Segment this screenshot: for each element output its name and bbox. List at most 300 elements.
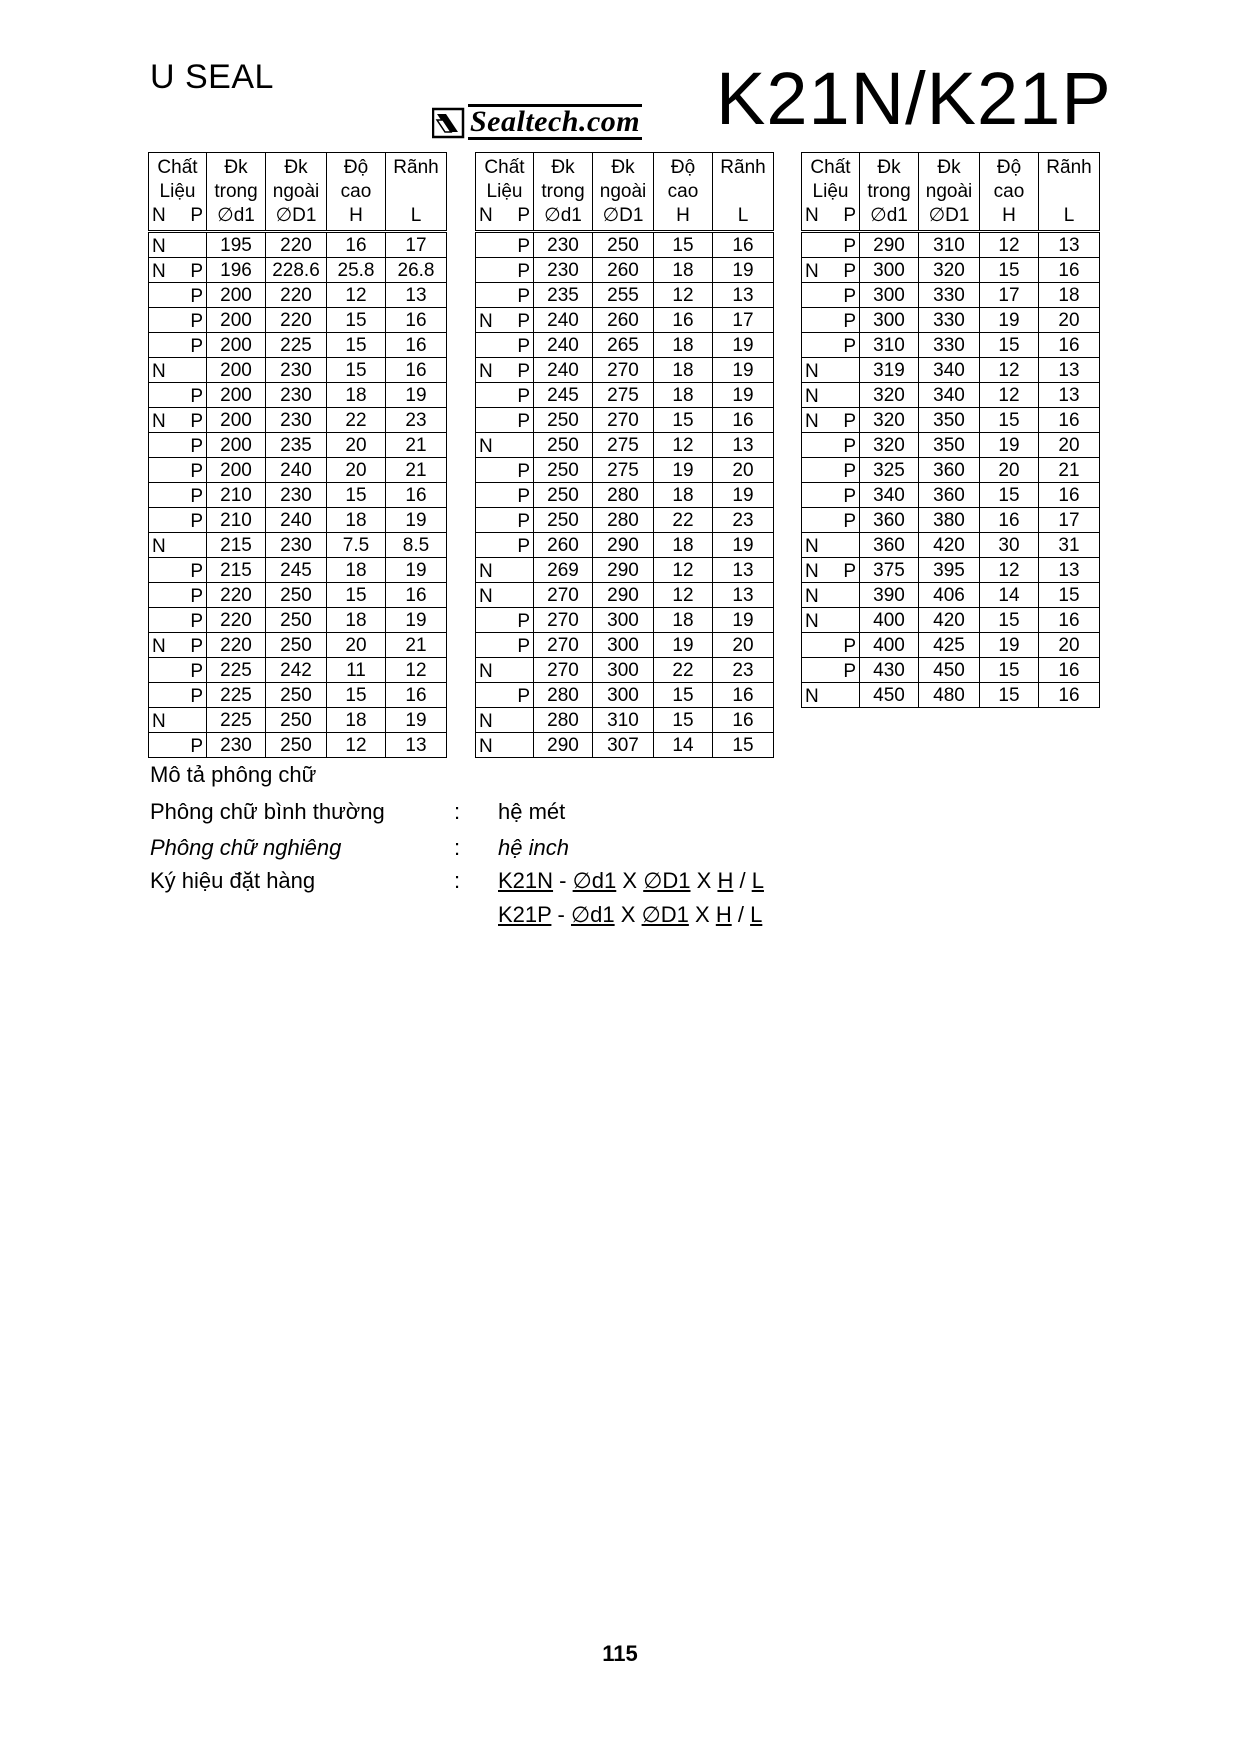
material-cell	[149, 533, 207, 558]
height-cell: 18	[327, 508, 386, 533]
header-n: N	[152, 205, 166, 226]
header-line: Độ	[670, 157, 696, 178]
groove-cell: 16	[1039, 483, 1100, 508]
header-line: H	[1002, 205, 1016, 226]
material-cell	[802, 258, 860, 283]
material-cell	[476, 608, 534, 633]
table-row	[802, 333, 1100, 358]
header-line: ∅D1	[602, 205, 644, 226]
material-n: N	[479, 711, 493, 732]
material-cell	[149, 583, 207, 608]
outer-diameter-cell: 275	[593, 383, 654, 408]
height-cell: 12	[327, 283, 386, 308]
header-line: Chất	[157, 157, 198, 178]
outer-diameter-symbol: ∅D1	[643, 868, 691, 893]
height-cell: 18	[654, 533, 713, 558]
material-p: P	[190, 686, 203, 707]
height-cell: 12	[654, 583, 713, 608]
table-row	[149, 258, 447, 283]
material-p: P	[843, 236, 856, 257]
height-cell: 17	[980, 283, 1039, 308]
table-header-row	[149, 153, 447, 232]
col-header-outer-diameter	[266, 153, 327, 232]
material-cell	[802, 633, 860, 658]
header-line: Đk	[284, 157, 308, 178]
table-row	[149, 608, 447, 633]
material-p: P	[843, 561, 856, 582]
inner-diameter-cell: 230	[207, 733, 266, 758]
material-cell	[802, 433, 860, 458]
times-symbol: X	[696, 868, 712, 893]
material-cell	[476, 433, 534, 458]
table-row	[149, 683, 447, 708]
size-table-1	[148, 152, 447, 758]
material-cell	[802, 333, 860, 358]
groove-cell: 21	[386, 458, 447, 483]
material-n: N	[152, 261, 166, 282]
table-row	[149, 658, 447, 683]
inner-diameter-cell: 360	[860, 533, 919, 558]
material-p: P	[190, 736, 203, 757]
groove-cell: 19	[386, 608, 447, 633]
groove-cell: 19	[386, 708, 447, 733]
col-header-outer-diameter	[919, 153, 980, 232]
inner-diameter-cell: 400	[860, 608, 919, 633]
material-cell	[476, 533, 534, 558]
material-p: P	[517, 486, 530, 507]
height-cell: 20	[327, 458, 386, 483]
material-p: P	[517, 311, 530, 332]
groove-cell: 16	[386, 308, 447, 333]
height-cell: 18	[654, 258, 713, 283]
height-cell: 12	[980, 558, 1039, 583]
groove-cell: 17	[1039, 508, 1100, 533]
inner-diameter-cell: 290	[534, 733, 593, 758]
height-cell: 20	[327, 433, 386, 458]
material-n: N	[479, 736, 493, 757]
header-line: Rãnh	[720, 157, 766, 178]
outer-diameter-cell: 330	[919, 333, 980, 358]
groove-cell: 16	[386, 358, 447, 383]
groove-cell: 16	[1039, 683, 1100, 708]
material-cell	[802, 558, 860, 583]
material-p: P	[843, 411, 856, 432]
groove-cell: 13	[386, 733, 447, 758]
inner-diameter-cell: 215	[207, 558, 266, 583]
material-cell	[149, 458, 207, 483]
material-n: N	[152, 711, 166, 732]
inner-diameter-cell: 200	[207, 408, 266, 433]
height-cell: 15	[654, 408, 713, 433]
header-line: cao	[667, 181, 699, 202]
material-cell	[149, 232, 207, 258]
material-p: P	[517, 536, 530, 557]
groove-cell: 13	[1039, 232, 1100, 258]
material-cell	[476, 558, 534, 583]
inner-diameter-symbol: ∅d1	[571, 902, 615, 927]
outer-diameter-cell: 380	[919, 508, 980, 533]
inner-diameter-cell: 200	[207, 358, 266, 383]
material-n: N	[805, 536, 819, 557]
material-cell	[476, 708, 534, 733]
material-cell	[149, 333, 207, 358]
outer-diameter-cell: 340	[919, 383, 980, 408]
groove-cell: 13	[1039, 358, 1100, 383]
material-cell	[149, 608, 207, 633]
outer-diameter-cell: 280	[593, 508, 654, 533]
inner-diameter-cell: 340	[860, 483, 919, 508]
height-cell: 19	[654, 458, 713, 483]
height-cell: 19	[980, 433, 1039, 458]
inner-diameter-cell: 240	[534, 333, 593, 358]
height-cell: 19	[980, 633, 1039, 658]
height-cell: 18	[654, 608, 713, 633]
outer-diameter-cell: 340	[919, 358, 980, 383]
height-cell: 15	[327, 583, 386, 608]
material-p: P	[190, 486, 203, 507]
groove-cell: 19	[713, 608, 774, 633]
header-p: P	[843, 205, 856, 226]
table-row	[476, 708, 774, 733]
table-row	[149, 558, 447, 583]
material-n: N	[152, 411, 166, 432]
height-cell: 15	[980, 683, 1039, 708]
table-row	[802, 533, 1100, 558]
height-cell: 20	[980, 458, 1039, 483]
material-cell	[149, 733, 207, 758]
material-cell	[802, 383, 860, 408]
sealtech-logo	[432, 104, 642, 140]
table-row	[476, 358, 774, 383]
outer-diameter-cell: 270	[593, 408, 654, 433]
inner-diameter-cell: 220	[207, 633, 266, 658]
height-cell: 15	[654, 708, 713, 733]
header-line: L	[737, 205, 749, 226]
header-line: ∅d1	[870, 205, 908, 226]
inner-diameter-cell: 270	[534, 608, 593, 633]
header-line: Chất	[810, 157, 851, 178]
col-header-groove	[713, 153, 774, 232]
inner-diameter-cell: 300	[860, 283, 919, 308]
outer-diameter-cell: 300	[593, 658, 654, 683]
inner-diameter-cell: 230	[534, 232, 593, 258]
height-cell: 18	[654, 483, 713, 508]
outer-diameter-cell: 225	[266, 333, 327, 358]
material-n: N	[479, 436, 493, 457]
outer-diameter-cell: 420	[919, 608, 980, 633]
table-row	[149, 408, 447, 433]
table-row	[149, 308, 447, 333]
material-n: N	[479, 561, 493, 582]
groove-cell: 16	[386, 683, 447, 708]
material-cell	[802, 283, 860, 308]
material-n: N	[479, 661, 493, 682]
height-cell: 12	[980, 232, 1039, 258]
table-row	[802, 433, 1100, 458]
outer-diameter-cell: 480	[919, 683, 980, 708]
inner-diameter-cell: 280	[534, 683, 593, 708]
groove-cell: 17	[713, 308, 774, 333]
slash: /	[739, 868, 746, 893]
height-cell: 18	[327, 608, 386, 633]
order-code-k21p	[498, 902, 762, 928]
header-np	[149, 204, 206, 228]
groove-cell: 21	[386, 633, 447, 658]
col-header-height	[327, 153, 386, 232]
outer-diameter-cell: 406	[919, 583, 980, 608]
product-code-title: K21N/K21P	[716, 57, 1112, 140]
height-cell: 16	[980, 508, 1039, 533]
material-cell	[149, 258, 207, 283]
material-cell	[476, 408, 534, 433]
outer-diameter-cell: 242	[266, 658, 327, 683]
height-cell: 15	[327, 358, 386, 383]
material-n: N	[805, 361, 819, 382]
groove-cell: 26.8	[386, 258, 447, 283]
size-table-3	[801, 152, 1100, 708]
height-symbol: H	[717, 868, 734, 893]
material-cell	[802, 232, 860, 258]
inner-diameter-cell: 200	[207, 308, 266, 333]
legend-order-row	[150, 868, 764, 894]
material-cell	[802, 458, 860, 483]
inner-diameter-cell: 250	[534, 433, 593, 458]
groove-cell: 20	[1039, 633, 1100, 658]
times-symbol: X	[622, 868, 638, 893]
height-cell: 16	[654, 308, 713, 333]
outer-diameter-cell: 250	[266, 608, 327, 633]
header-line: trong	[214, 181, 258, 202]
groove-cell: 20	[1039, 433, 1100, 458]
material-p: P	[190, 311, 203, 332]
header-line: Đk	[224, 157, 248, 178]
material-p: P	[190, 261, 203, 282]
inner-diameter-cell: 390	[860, 583, 919, 608]
col-header-inner-diameter	[534, 153, 593, 232]
table-row	[149, 433, 447, 458]
height-cell: 30	[980, 533, 1039, 558]
inner-diameter-cell: 269	[534, 558, 593, 583]
groove-cell: 16	[1039, 408, 1100, 433]
material-p: P	[843, 636, 856, 657]
header-line: ∅D1	[275, 205, 317, 226]
outer-diameter-cell: 330	[919, 308, 980, 333]
height-cell: 18	[654, 333, 713, 358]
header-line: Liệu	[812, 181, 849, 202]
material-cell	[476, 258, 534, 283]
table-row	[149, 708, 447, 733]
table-header-row	[476, 153, 774, 232]
material-cell	[149, 308, 207, 333]
section-title: U SEAL	[150, 58, 274, 96]
outer-diameter-cell: 228.6	[266, 258, 327, 283]
inner-diameter-cell: 200	[207, 283, 266, 308]
groove-cell: 23	[386, 408, 447, 433]
order-code-label: Ký hiệu đặt hàng	[150, 868, 316, 893]
groove-cell: 19	[713, 533, 774, 558]
material-cell	[802, 358, 860, 383]
material-cell	[802, 308, 860, 333]
legend-normal-row	[150, 799, 566, 825]
material-cell	[149, 283, 207, 308]
material-cell	[476, 583, 534, 608]
groove-cell: 20	[1039, 308, 1100, 333]
table-row	[802, 232, 1100, 258]
table-row	[149, 458, 447, 483]
header-line: Liệu	[159, 181, 196, 202]
material-p: P	[190, 411, 203, 432]
groove-cell: 23	[713, 508, 774, 533]
inner-diameter-cell: 450	[860, 683, 919, 708]
outer-diameter-cell: 350	[919, 408, 980, 433]
material-n: N	[152, 636, 166, 657]
height-cell: 19	[654, 633, 713, 658]
outer-diameter-cell: 250	[266, 683, 327, 708]
height-cell: 15	[654, 232, 713, 258]
material-cell	[802, 508, 860, 533]
header-np	[476, 204, 533, 228]
table-row	[802, 583, 1100, 608]
table-row	[476, 458, 774, 483]
material-p: P	[843, 336, 856, 357]
groove-cell: 13	[713, 283, 774, 308]
material-n: N	[805, 561, 819, 582]
col-header-groove	[386, 153, 447, 232]
outer-diameter-cell: 300	[593, 683, 654, 708]
table-row	[476, 258, 774, 283]
outer-diameter-cell: 395	[919, 558, 980, 583]
groove-cell: 16	[1039, 608, 1100, 633]
material-cell	[149, 658, 207, 683]
outer-diameter-cell: 250	[266, 733, 327, 758]
inner-diameter-cell: 225	[207, 658, 266, 683]
outer-diameter-cell: 310	[593, 708, 654, 733]
table-row	[802, 408, 1100, 433]
italic-font-label: Phông chữ nghiêng	[150, 835, 342, 860]
material-p: P	[843, 311, 856, 332]
outer-diameter-symbol: ∅D1	[641, 902, 689, 927]
table-row	[802, 558, 1100, 583]
material-p: P	[517, 386, 530, 407]
material-p: P	[190, 661, 203, 682]
inner-diameter-cell: 320	[860, 383, 919, 408]
height-cell: 7.5	[327, 533, 386, 558]
header-line: Rãnh	[1046, 157, 1092, 178]
colon: :	[454, 835, 461, 860]
inner-diameter-cell: 200	[207, 333, 266, 358]
material-p: P	[517, 411, 530, 432]
outer-diameter-cell: 360	[919, 483, 980, 508]
groove-cell: 15	[713, 733, 774, 758]
groove-cell: 19	[713, 333, 774, 358]
material-cell	[476, 733, 534, 758]
material-cell	[476, 333, 534, 358]
material-p: P	[190, 286, 203, 307]
groove-cell: 13	[713, 433, 774, 458]
groove-cell: 16	[713, 408, 774, 433]
order-code-k21n	[498, 868, 764, 894]
outer-diameter-cell: 220	[266, 308, 327, 333]
height-cell: 15	[980, 658, 1039, 683]
material-n: N	[479, 361, 493, 382]
inner-diameter-cell: 240	[534, 308, 593, 333]
table-row	[476, 408, 774, 433]
material-p: P	[190, 561, 203, 582]
groove-cell: 20	[713, 458, 774, 483]
outer-diameter-cell: 235	[266, 433, 327, 458]
col-header-groove	[1039, 153, 1100, 232]
height-cell: 18	[654, 383, 713, 408]
height-cell: 15	[327, 333, 386, 358]
inner-diameter-cell: 196	[207, 258, 266, 283]
material-cell	[149, 708, 207, 733]
material-p: P	[843, 286, 856, 307]
table-row	[476, 733, 774, 758]
table-row	[149, 583, 447, 608]
inner-diameter-cell: 235	[534, 283, 593, 308]
material-n: N	[152, 536, 166, 557]
groove-cell: 16	[713, 683, 774, 708]
outer-diameter-cell: 230	[266, 483, 327, 508]
table-row	[149, 358, 447, 383]
col-header-height	[980, 153, 1039, 232]
header-line: Độ	[996, 157, 1022, 178]
groove-cell: 13	[1039, 558, 1100, 583]
groove-cell: 13	[713, 558, 774, 583]
groove-cell: 12	[386, 658, 447, 683]
groove-cell: 15	[1039, 583, 1100, 608]
inner-diameter-cell: 280	[534, 708, 593, 733]
outer-diameter-cell: 360	[919, 458, 980, 483]
table-row	[149, 733, 447, 758]
outer-diameter-cell: 250	[266, 633, 327, 658]
inner-diameter-cell: 400	[860, 633, 919, 658]
height-cell: 15	[327, 683, 386, 708]
material-cell	[802, 483, 860, 508]
material-p: P	[517, 236, 530, 257]
material-cell	[149, 633, 207, 658]
groove-cell: 13	[713, 583, 774, 608]
header-n: N	[805, 205, 819, 226]
inner-diameter-cell: 310	[860, 333, 919, 358]
groove-cell: 19	[713, 358, 774, 383]
material-p: P	[517, 261, 530, 282]
material-cell	[149, 383, 207, 408]
material-p: P	[843, 661, 856, 682]
header-line	[386, 180, 446, 204]
height-cell: 14	[980, 583, 1039, 608]
inner-diameter-cell: 220	[207, 583, 266, 608]
groove-cell: 13	[1039, 383, 1100, 408]
material-cell	[149, 358, 207, 383]
outer-diameter-cell: 320	[919, 258, 980, 283]
groove-cell: 16	[713, 232, 774, 258]
inner-diameter-cell: 270	[534, 583, 593, 608]
header-line: Đk	[611, 157, 635, 178]
height-cell: 12	[654, 433, 713, 458]
outer-diameter-cell: 260	[593, 308, 654, 333]
header-line: ngoài	[925, 181, 973, 202]
outer-diameter-cell: 290	[593, 583, 654, 608]
outer-diameter-cell: 290	[593, 533, 654, 558]
groove-cell: 17	[386, 232, 447, 258]
material-p: P	[190, 436, 203, 457]
header-line	[713, 180, 773, 204]
material-p: P	[517, 286, 530, 307]
material-p: P	[190, 511, 203, 532]
inner-diameter-cell: 245	[534, 383, 593, 408]
col-header-material	[802, 153, 860, 232]
